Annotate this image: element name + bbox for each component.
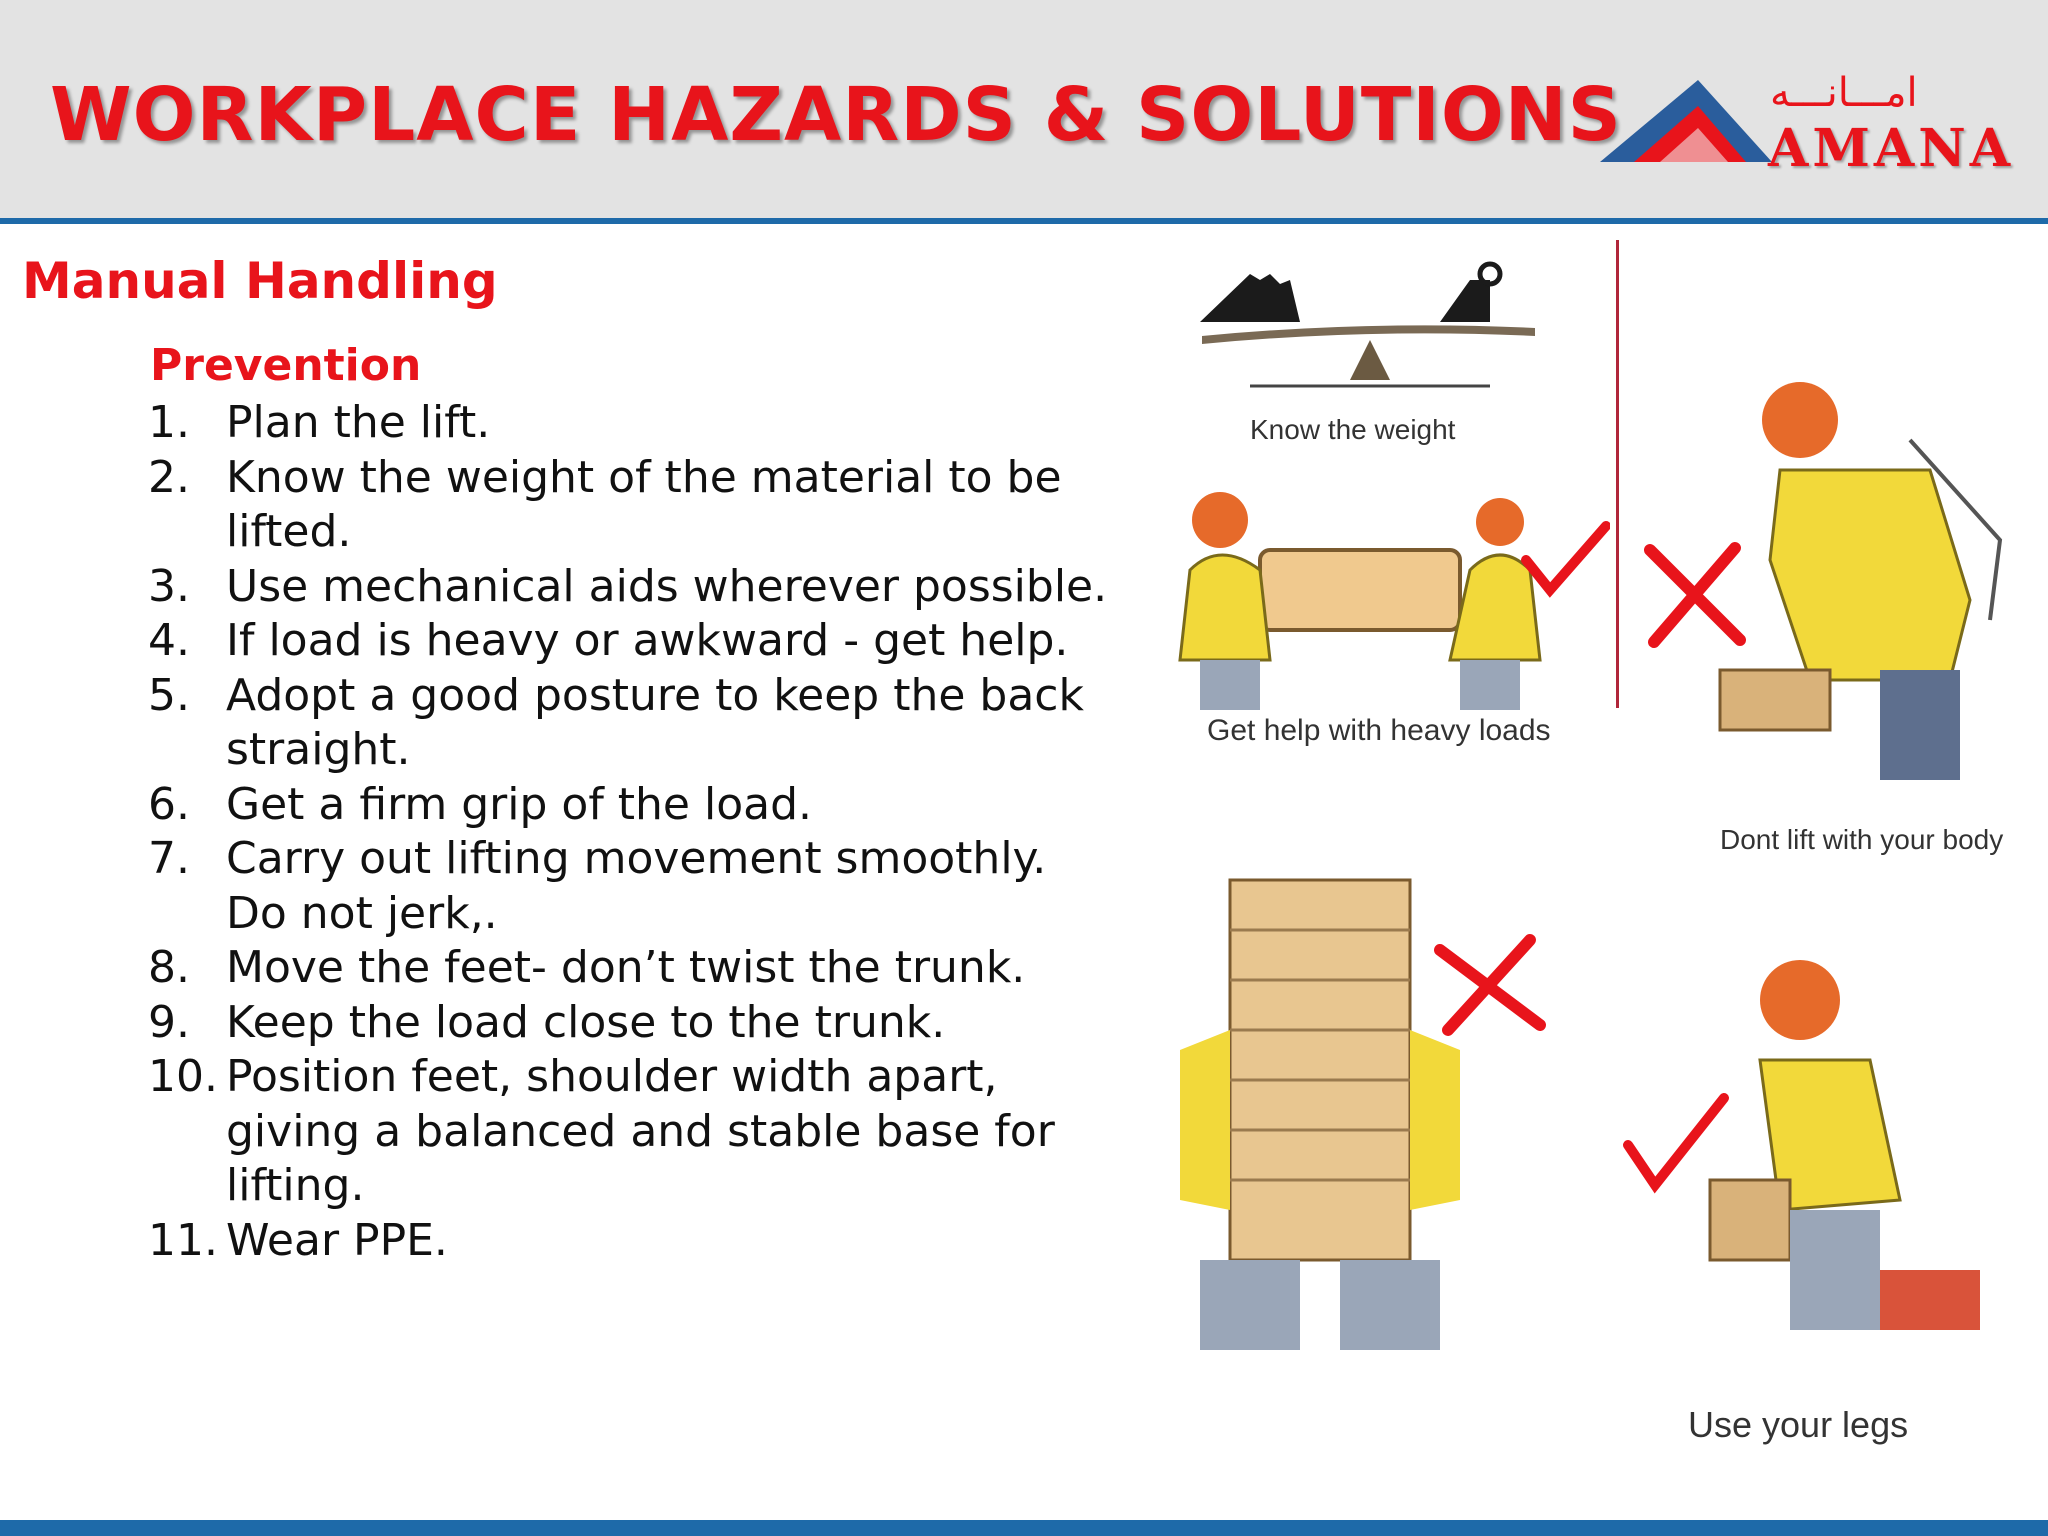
list-item <box>148 1214 1108 1269</box>
list-item <box>148 1050 1108 1214</box>
list-item <box>148 832 1108 941</box>
bent-back-worker-illustration <box>1700 380 2020 800</box>
step-number: 11. <box>148 1214 218 1266</box>
cross-icon-2 <box>1430 930 1550 1040</box>
footer-bar <box>0 1520 2048 1536</box>
list-item <box>148 778 1108 833</box>
list-item <box>148 996 1108 1051</box>
step-text: Use mechanical aids wherever possible. <box>226 560 1108 612</box>
step-number: 7. <box>148 833 190 884</box>
list-item <box>148 396 1108 451</box>
logo-arabic-text: امـــانـــه <box>1770 70 1918 116</box>
balance-scale-illustration <box>1190 240 1550 400</box>
step-text: If load is heavy or awkward - get help. <box>226 615 1069 666</box>
caption-get-help: Get help with heavy loads <box>1207 714 1551 747</box>
step-number: 6. <box>148 778 190 830</box>
caption-dont-lift-body: Dont lift with your body <box>1720 824 2004 855</box>
step-number: 10. <box>148 1051 218 1102</box>
caption-know-weight: Know the weight <box>1250 414 1456 445</box>
caption-use-legs: Use your legs <box>1688 1404 1909 1445</box>
step-number: 1. <box>148 397 190 448</box>
list-item <box>148 941 1108 996</box>
step-text: Keep the load close to the trunk. <box>226 996 946 1048</box>
step-number: 4. <box>148 615 190 666</box>
step-text: Know the weight of the material to be lifted. <box>226 451 1062 557</box>
list-item <box>148 614 1108 669</box>
step-number: 3. <box>148 560 190 612</box>
step-number: 9. <box>148 996 190 1048</box>
page-title: WORKPLACE HAZARDS & SOLUTIONS <box>50 72 1622 158</box>
list-item <box>148 560 1108 615</box>
step-text: Wear PPE. <box>226 1214 448 1266</box>
logo-wordmark: AMANA <box>1768 118 2015 179</box>
step-text: Move the feet- don’t twist the trunk. <box>226 942 1026 993</box>
step-text: Adopt a good posture to keep the back straight. <box>226 669 1084 775</box>
step-number: 2. <box>148 451 190 503</box>
prevention-heading: Prevention <box>150 340 422 391</box>
team-lift-illustration <box>1150 490 1570 720</box>
leg-lift-worker-illustration <box>1680 950 2000 1370</box>
prevention-steps-list <box>148 396 1108 1268</box>
step-text: Plan the lift. <box>226 397 491 448</box>
list-item <box>148 451 1108 560</box>
step-text: Carry out lifting movement smoothly. Do not jerk,. <box>226 833 1047 939</box>
header-bar <box>0 0 2048 224</box>
image-divider <box>1616 240 1619 708</box>
step-number: 8. <box>148 942 190 993</box>
checkmark-icon <box>1520 520 1610 600</box>
section-title: Manual Handling <box>22 252 498 310</box>
step-number: 5. <box>148 669 190 721</box>
list-item <box>148 669 1108 778</box>
step-text: Get a firm grip of the load. <box>226 778 813 830</box>
step-text: Position feet, shoulder width apart, giving a balanced and stable base for lifting. <box>226 1051 1055 1211</box>
